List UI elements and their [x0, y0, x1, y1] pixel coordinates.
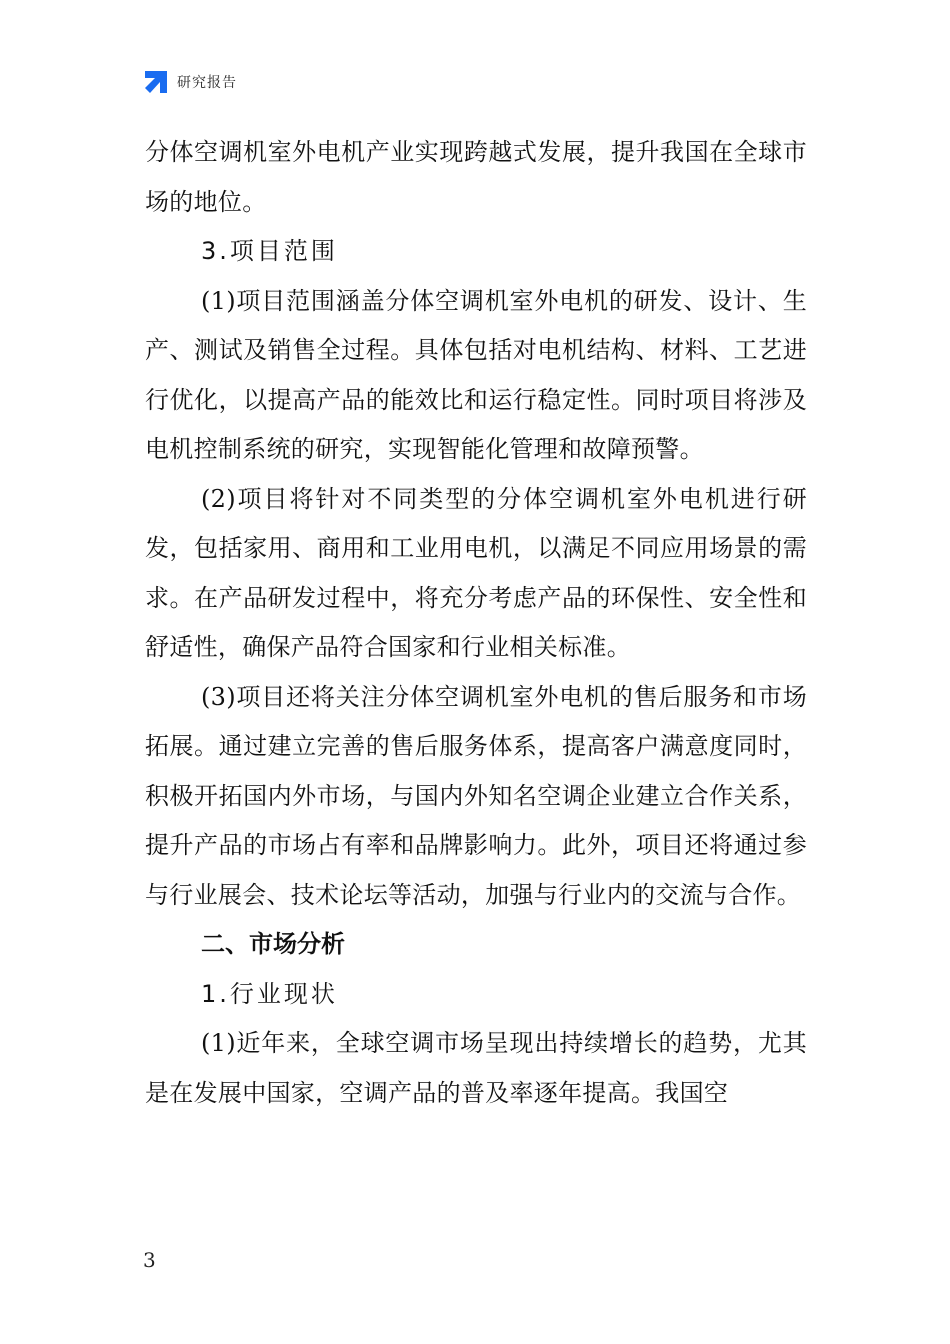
section-heading-scope: 3.项目范围	[201, 237, 338, 265]
section-heading-industry-status: 1.行业现状	[201, 979, 338, 1008]
chapter-heading-market-analysis: 二、市场分析	[201, 930, 345, 958]
document-body	[145, 128, 807, 1118]
page-number: 3	[143, 1248, 156, 1272]
paragraph-intro: 分体空调机室外电机产业实现跨越式发展，提升我国在全球市场的地位。	[145, 138, 807, 216]
header-label: 研究报告	[177, 75, 237, 91]
paragraph-scope-2: (2)项目将针对不同类型的分体空调机室外电机进行研发，包括家用、商用和工业用电机，以满足不同应用场景的需求。在产品研发过程中，将充分考虑产品的环保性、安全性和舒适性，确保产品符合国家和行业相关标准。	[145, 484, 807, 661]
paragraph-status-1: (1)近年来，全球空调市场呈现出持续增长的趋势，尤其是在发展中国家，空调产品的普及率逐年提高。我国空	[145, 1029, 807, 1107]
report-header	[143, 68, 237, 96]
paragraph-scope-1: (1)项目范围涵盖分体空调机室外电机的研发、设计、生产、测试及销售全过程。具体包括对电机结构、材料、工艺进行优化，以提高产品的能效比和运行稳定性。同时项目将涉及电机控制系统的研究，实现智能化管理和故障预警。	[145, 286, 807, 463]
report-logo-icon	[143, 69, 169, 95]
paragraph-scope-3: (3)项目还将关注分体空调机室外电机的售后服务和市场拓展。通过建立完善的售后服务体系，提高客户满意度同时，积极开拓国内外市场，与国内外知名空调企业建立合作关系，提升产品的市场占有率和品牌影响力。此外，项目还将通过参与行业展会、技术论坛等活动，加强与行业内的交流与合作。	[145, 682, 807, 909]
